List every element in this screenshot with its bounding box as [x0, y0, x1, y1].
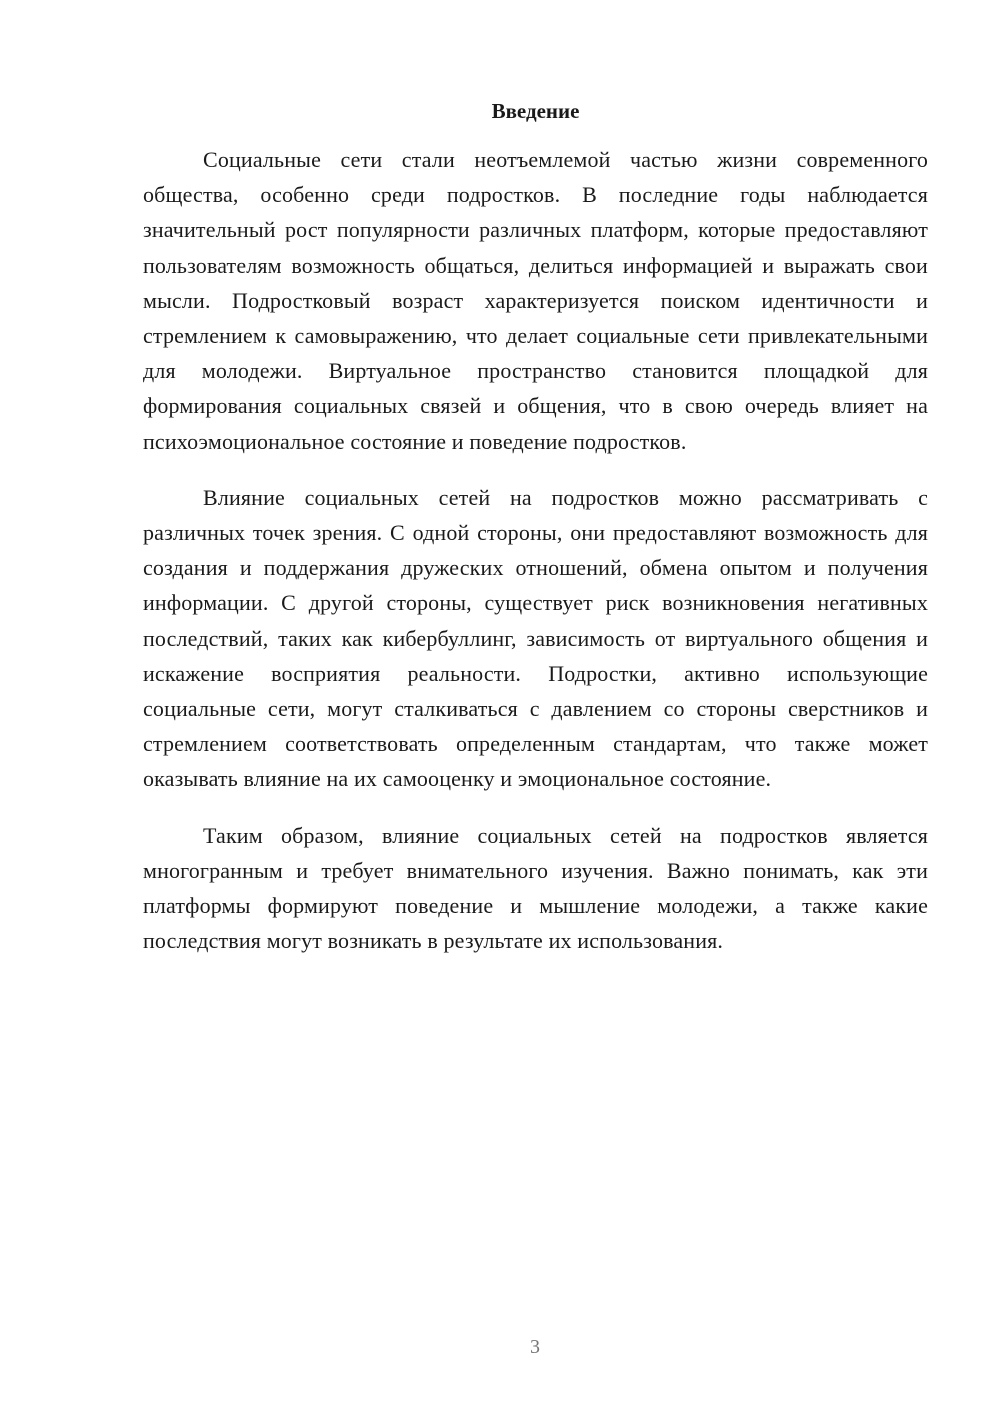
paragraph-3: Таким образом, влияние социальных сетей на подростков является многогранным и требует внимательного изучения. Важно понимать, как эти платформы формируют поведение и мышление молодежи, а также какие последствия могут возникать в результате их использования. — [143, 822, 928, 954]
section-body — [143, 142, 928, 958]
paragraph-1: Социальные сети стали неотъемлемой частью жизни современного общества, особенно среди подростков. В последние годы наблюдается значительный рост популярности различных платформ, которые предоставляют пользователям возможность общаться, делиться информацией и выражать свои мысли. Подростковый возраст характеризуется поиском идентичности и стремлением к самовыражению, что делает социальные сети привлекательными для молодежи. Виртуальное пространство становится площадкой для формирования социальных связей и общения, что в свою очередь влияет на психоэмоциональное состояние и поведение подростков. — [143, 147, 928, 454]
paragraph-2: Влияние социальных сетей на подростков можно рассматривать с различных точек зрения. С одной стороны, они предоставляют возможность для создания и поддержания дружеских отношений, обмена опытом и получения информации. С другой стороны, существует риск возникновения негативных последствий, таких как кибербуллинг, зависимость от виртуального общения и искажение восприятия реальности. Подростки, активно использующие социальные сети, могут сталкиваться с давлением со стороны сверстников и стремлением соответствовать определенным стандартам, что также может оказывать влияние на их самооценку и эмоциональное состояние. — [143, 484, 928, 792]
page-number: 3 — [530, 1336, 540, 1358]
section-title: Введение — [491, 99, 580, 123]
